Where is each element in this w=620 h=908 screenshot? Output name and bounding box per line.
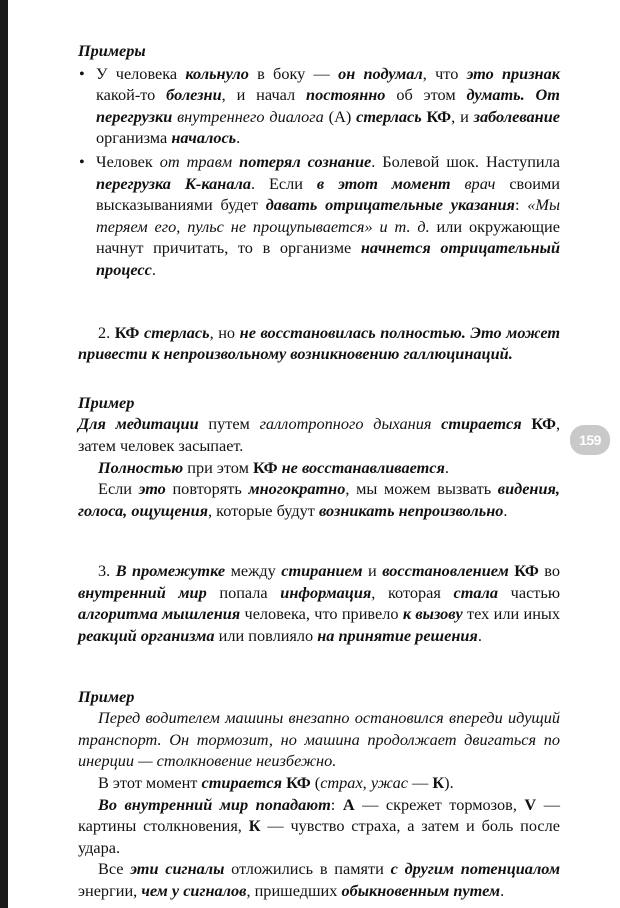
text-run: частью	[498, 582, 560, 602]
text-run: —	[407, 773, 433, 793]
text-run: Для медитации	[78, 414, 199, 434]
text-run: об этом	[385, 85, 467, 105]
text-run: кольнуло	[185, 63, 249, 83]
text-run: постоянно	[306, 85, 386, 105]
text-run: Во внутренний мир попадают	[98, 794, 331, 814]
text-run: .	[503, 500, 508, 520]
section2-example-line	[78, 413, 560, 456]
section2-paragraph	[78, 322, 560, 365]
text-run: стиранием	[281, 561, 363, 581]
text-run: чем у сигналов	[141, 881, 247, 900]
text-run: перегрузка К-канала	[96, 173, 251, 193]
text-run: КФ	[252, 457, 278, 477]
text-run: или повлияло	[214, 626, 318, 646]
text-run: стала	[453, 582, 499, 602]
text-run: на принятие решения	[317, 626, 478, 646]
section2-example-line	[78, 478, 560, 521]
spacer	[78, 521, 560, 560]
text-run: — картины столкновения,	[78, 794, 560, 836]
text-run: , мы можем вызвать	[345, 479, 498, 499]
text-run: .	[444, 457, 449, 477]
bullet-dot-icon: •	[79, 151, 85, 171]
text-run: :	[330, 794, 343, 814]
text-run: организма	[96, 128, 172, 148]
spacer	[78, 283, 560, 322]
text-run: .	[151, 259, 156, 279]
spacer	[78, 365, 560, 392]
text-run: он подумал	[338, 63, 423, 83]
text-run: КФ	[521, 414, 556, 434]
text-run: энергии,	[78, 881, 142, 900]
text-run: страх, ужас	[320, 773, 408, 793]
text-run: 3.	[98, 561, 116, 581]
text-run: в этот момент	[316, 173, 451, 193]
text-run: У человека	[96, 63, 186, 83]
text-run: и	[362, 561, 383, 581]
text-run: в боку —	[248, 63, 339, 83]
text-run: Все	[98, 859, 131, 879]
text-run: Полностью	[98, 457, 184, 477]
text-run: , но	[209, 322, 240, 342]
text-run: началось	[171, 128, 237, 148]
text-run: видения, голоса, ощущения	[78, 479, 560, 520]
text-run: это	[138, 479, 166, 499]
text-run: КФ	[282, 773, 311, 793]
text-run: отложились в памяти	[224, 859, 391, 879]
text-run: при этом	[183, 457, 253, 477]
text-run: (А)	[323, 106, 357, 126]
section3-example-line	[78, 707, 560, 772]
text-run: Если	[98, 479, 139, 499]
text-run: восстановлением	[382, 561, 509, 581]
text-run: давать отрицательные указания	[265, 195, 515, 215]
text-run: алгоритма мышления	[78, 604, 241, 624]
text-run: , и	[451, 106, 474, 126]
text-run: :	[514, 195, 528, 215]
section1-heading: Примеры	[78, 41, 146, 60]
bullet-dot-icon: •	[79, 63, 85, 83]
text-run: начнется отрицательный процесс	[96, 238, 560, 279]
text-run: .	[236, 128, 241, 148]
text-run: врач	[450, 173, 496, 193]
text-run: думать. От перегрузки	[96, 85, 560, 126]
text-run: , что	[422, 63, 467, 83]
text-run: , и начал	[221, 85, 307, 105]
text-run: — скрежет тормозов,	[354, 794, 525, 814]
text-run: «Мы теряем его, пульс не прощупывается» и т. д.	[96, 195, 560, 236]
text-run: не восстановилась полностью. Это может привести к непроизвольному возникновению галлюцинаций.	[78, 322, 561, 364]
text-run: заболевание	[473, 106, 560, 126]
text-run: повторять	[165, 479, 249, 499]
text-run: К	[248, 816, 261, 836]
text-run: реакций организма	[78, 626, 215, 646]
text-run: своими высказываниями будет	[96, 173, 560, 215]
text-run: внутренний мир	[78, 582, 207, 602]
text-run: внутреннего диалога	[172, 106, 324, 126]
text-run: какой-то	[96, 85, 167, 105]
text-run: к вызову	[402, 604, 463, 624]
text-run: это признак	[466, 63, 560, 83]
text-run: (	[310, 773, 321, 793]
text-run: или окружающие начнут причитать, то в организме	[96, 216, 560, 258]
text-run: попала	[206, 582, 281, 602]
text-run: 2.	[98, 322, 115, 342]
text-run: Перед водителем машины внезапно остановился впереди идущий транспорт. Он тормозит, но машина продолжает двигаться по инерции — столкновение неизбежно.	[78, 708, 560, 771]
text-run: стерлась	[356, 106, 422, 126]
text-run: не восстанавливается	[277, 457, 445, 477]
text-run: галлотропного дыхания	[259, 414, 432, 434]
text-run: , которые будут	[208, 500, 319, 520]
text-run: ).	[444, 773, 454, 793]
section3-paragraph	[78, 560, 560, 646]
text-run: . Болевой шок. Наступила	[371, 151, 560, 171]
text-run: , пришедших	[246, 881, 342, 900]
text-run: КФ	[421, 106, 452, 126]
bullet-item	[78, 151, 560, 281]
text-run: . Если	[250, 173, 317, 193]
text-run: К	[432, 773, 445, 793]
bullet-text	[96, 64, 560, 148]
text-run: человека, что привело	[240, 604, 403, 624]
text-run: эти сигналы	[130, 859, 225, 879]
text-run: стерлась	[139, 322, 210, 342]
section3-example-line	[78, 858, 560, 901]
text-run: КФ	[508, 561, 539, 581]
section2-example-heading: Пример	[78, 392, 135, 412]
text-run: стирается	[201, 773, 283, 793]
text-run: обыкновенным путем	[341, 881, 501, 900]
text-run: во	[538, 561, 560, 581]
page-number-badge: 159	[570, 425, 610, 455]
text-run: стирается	[431, 414, 522, 434]
text-run: Человек	[96, 151, 160, 171]
text-run: от травм	[159, 151, 233, 171]
section3-example-heading: Пример	[78, 686, 135, 706]
text-run: потерял сознание	[232, 151, 372, 171]
text-run: КФ	[114, 322, 140, 342]
text-run: многократно	[248, 479, 346, 499]
text-run: — чувство страха, а затем и боль после удара.	[78, 816, 561, 857]
spacer	[78, 647, 560, 686]
text-run: болезни	[166, 85, 222, 105]
book-page	[78, 40, 560, 902]
section3-example-line	[78, 794, 560, 859]
bullet-item	[78, 63, 560, 149]
text-run: , которая	[371, 582, 454, 602]
text-run: V	[524, 794, 537, 814]
text-run: путем	[198, 414, 260, 434]
text-run: с другим потенциалом	[390, 859, 560, 879]
text-run: В промежутке	[115, 561, 226, 581]
text-run: информация	[280, 582, 372, 602]
text-run: , затем человек засыпает.	[78, 414, 561, 455]
text-run: между	[225, 561, 282, 581]
page-binding-edge	[0, 0, 8, 908]
text-run: В этот момент	[98, 773, 202, 793]
section2-example-line	[78, 457, 560, 479]
text-run: А	[342, 794, 355, 814]
bullet-text	[96, 152, 560, 279]
text-run: .	[500, 881, 505, 900]
section3-example-line	[78, 772, 560, 794]
text-run: тех или иных	[462, 604, 561, 624]
text-run: возникать непроизвольно	[319, 500, 504, 520]
section1-bullet-list	[78, 63, 560, 281]
text-run: .	[477, 626, 482, 646]
